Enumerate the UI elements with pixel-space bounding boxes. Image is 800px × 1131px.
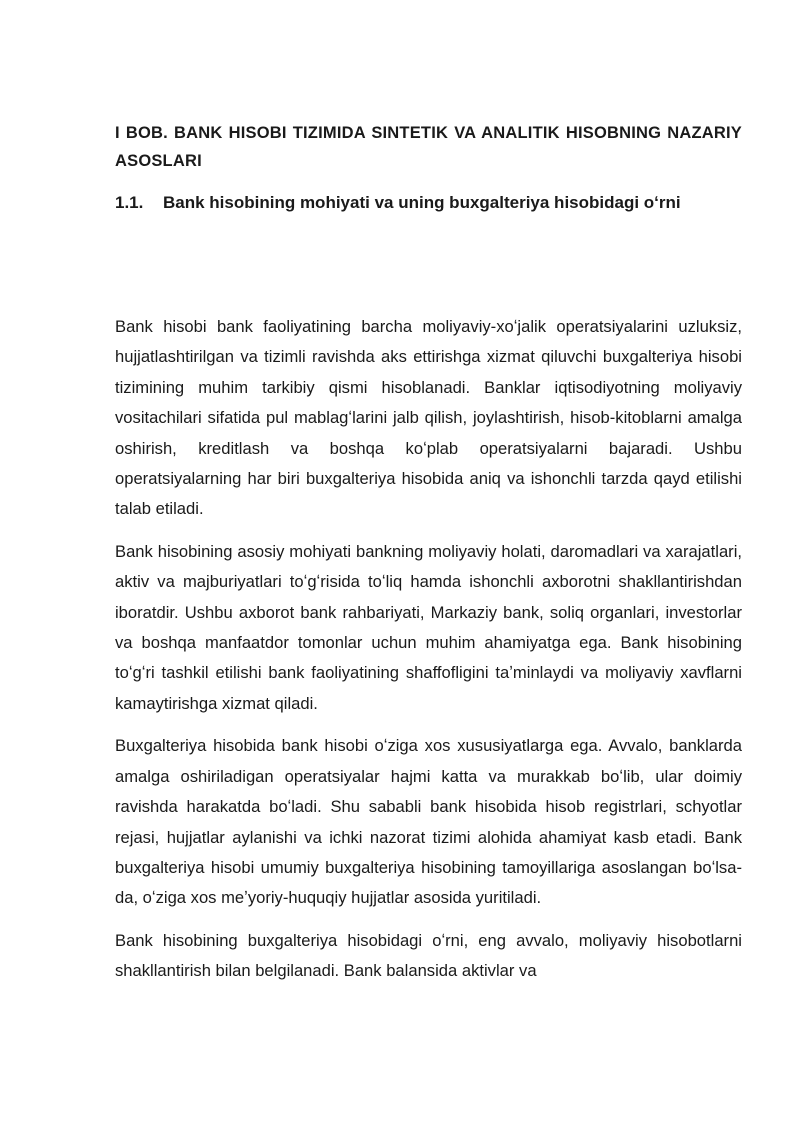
chapter-title: I BOB. BANK HISOBI TIZIMIDA SINTETIK VA ANALITIK HISOBNING NAZARIY ASOSLARI (115, 124, 742, 170)
paragraph: Bank hisobining asosiy mohiyati bankning moliyaviy holati, daromadlari va xarajatlari, aktiv va majburiyatlari toʻgʻrisida toʻliq hamda ishonchli axborotni shakllantirishdan iboratdir. Ushbu axborot bank rahbariyati, Markaziy bank, soliq organlari, investorlar va boshqa manfaatdor tomonlar uchun muhim ahamiyatga ega. Bank hisobining toʻgʻri tashkil etilishi bank faoliyatining shaffofligini taʼminlaydi va moliyaviy xavflarni kamaytirishga xizmat qiladi. (115, 541, 742, 713)
paragraph: Buxgalteriya hisobida bank hisobi oʻziga xos xususiyatlarga ega. Avvalo, banklarda amalga oshiriladigan operatsiyalar hajmi katta va murakkab boʻlib, ular doimiy ravishda harakatda boʻladi. Shu sababli bank hisobida hisob registrlari, schyotlar rejasi, hujjatlar aylanishi va ichki nazorat tizimi alohida ahamiyat kasb etadi. Bank buxgalteriya hisobi umumiy buxgalteriya hisobining tamoyillariga asoslangan boʻlsa-da, oʻziga xos meʼyoriy-huquqiy hujjatlar asosida yuritiladi. (115, 736, 742, 908)
section-title: Bank hisobining mohiyati va uning buxgalteriya hisobidagi oʻrni (163, 193, 681, 212)
paragraph: Bank hisobining buxgalteriya hisobidagi oʻrni, eng avvalo, moliyaviy hisobotlarni shakllantirish bilan belgilanadi. Bank balansida aktivlar va (115, 930, 742, 981)
document-page (115, 0, 742, 1131)
section-number: 1.1. (115, 193, 144, 212)
body-text (115, 312, 742, 999)
paragraph: Bank hisobi bank faoliyatining barcha moliyaviy-xoʻjalik operatsiyalarini uzluksiz, hujjatlashtirilgan va tizimli ravishda aks ettirishga xizmat qiluvchi buxgalteriya hisobi tizimining muhim tarkibiy qismi hisoblanadi. Banklar iqtisodiyotning moliyaviy vositachilari sifatida pul mablagʻlarini jalb qilish, joylashtirish, hisob-kitoblarni amalga oshirish, kreditlash va boshqa koʻplab operatsiyalarni bajaradi. Ushbu operatsiyalarning har biri buxgalteriya hisobida aniq va ishonchli tarzda qayd etilishi talab etiladi. (115, 317, 742, 519)
section-heading (115, 189, 742, 217)
